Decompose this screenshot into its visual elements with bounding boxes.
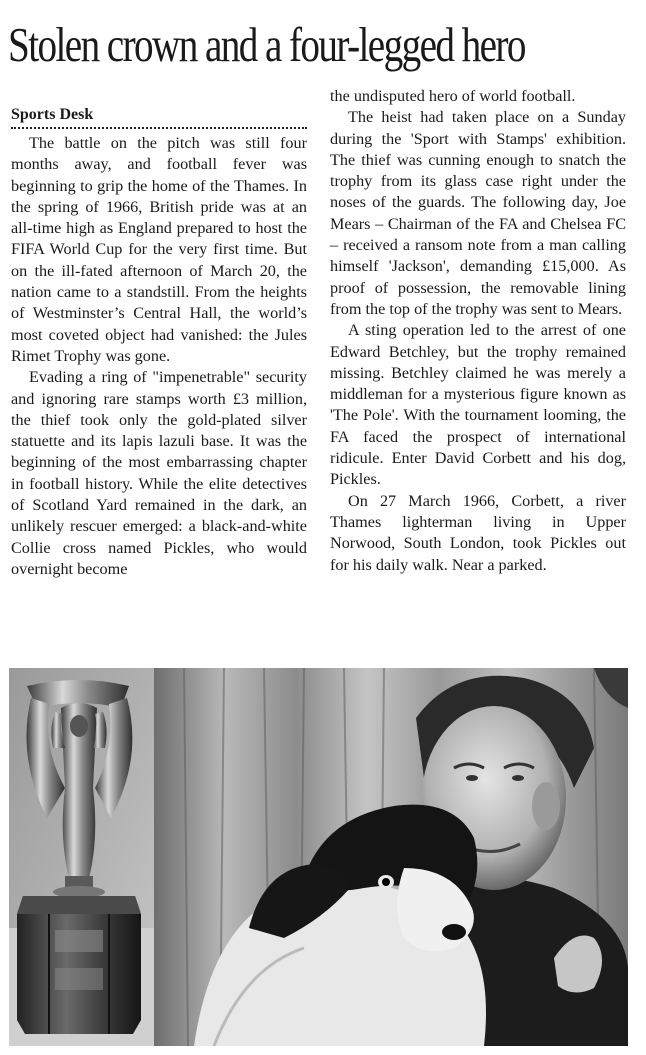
trophy-illustration <box>9 668 157 1046</box>
pickles-photo <box>154 668 628 1046</box>
article-paragraph: The heist had taken place on a Sunday during the 'Sport with Stamps' exhibition. The thief was cunning enough to snatch the trophy from its glass case right under the noses of the guards. The following day, Joe Mears – Chairman of the FA and Chelsea FC – received a ransom note from a man calling himself 'Jackson', demanding £15,000. As proof of possession, the removable lining from the top of the trophy was sent to Mears. <box>330 108 626 318</box>
article-paragraph: On 27 March 1966, Corbett, a river Thames lighterman living in Upper Norwood, South London, took Pickles out for his daily walk. Near a parked. <box>330 491 626 574</box>
article-paragraph: The battle on the pitch was still four months away, and football fever was beginning to grip the home of the Thames. In the spring of 1966, British pride was at an all-time high as England prepared to host the FIFA World Cup for the very first time. But on the ill-fated afternoon of March 20, the nation came to a standstill. From the heights of Westminster’s Central Hall, the world’s most coveted object had vanished: the Jules Rimet Trophy was gone. <box>11 134 307 365</box>
pickles-and-corbett-illustration <box>154 668 628 1046</box>
byline: Sports Desk <box>11 86 307 129</box>
article-column-left <box>11 86 307 580</box>
article-column-right <box>330 86 626 576</box>
article-paragraph: A sting operation led to the arrest of one Edward Betchley, but the trophy remained missing. Betchley claimed he was merely a middleman for a mysterious figure known as 'The Pole'. With the tournament looming, the FA faced the prospect of international ridicule. Enter David Corbett and his dog, Pickles. <box>330 321 626 489</box>
headline: Stolen crown and a four-legged hero <box>8 17 525 72</box>
trophy-photo <box>9 668 157 1046</box>
article-paragraph: Evading a ring of "impenetrable" security and ignoring rare stamps worth £3 million, the thief took only the gold-plated silver statuette and its lapis lazuli base. It was the beginning of the most embarrassing chapter in football history. While the elite detectives of Scotland Yard remained in the dark, an unlikely rescuer emerged: a black-and-white Collie cross named Pickles, who would overnight become <box>11 368 307 578</box>
article-paragraph-continued: the undisputed hero of world football. <box>330 87 576 105</box>
